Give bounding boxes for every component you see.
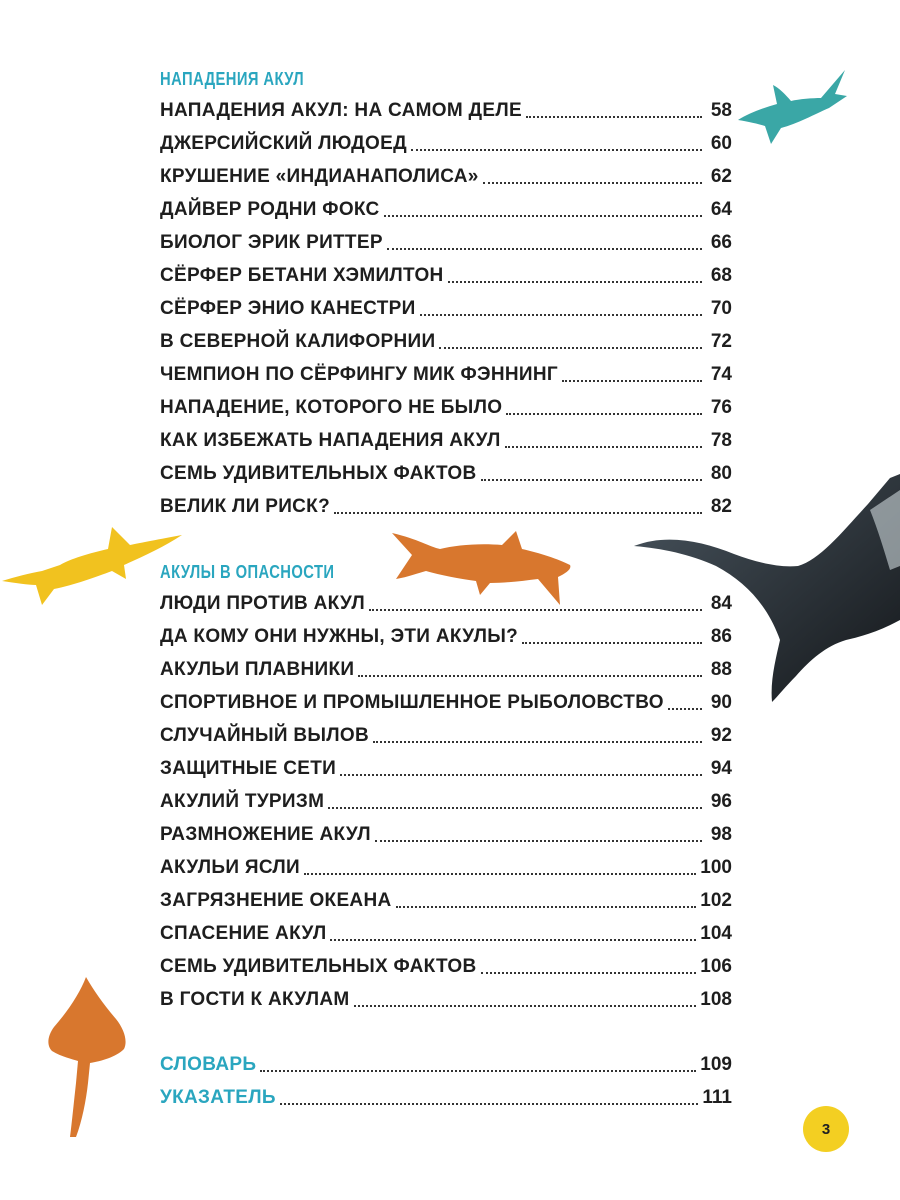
toc-entry: [160, 193, 732, 226]
dot-leader: [526, 116, 702, 118]
entry-title: СЛОВАРЬ: [160, 1054, 257, 1075]
entry-title: СЕМЬ УДИВИТЕЛЬНЫХ ФАКТОВ: [160, 956, 477, 977]
entry-title: АКУЛЬИ ПЛАВНИКИ: [160, 659, 355, 680]
dot-leader: [505, 446, 702, 448]
stingray-icon: [40, 975, 130, 1140]
toc-entry: [160, 917, 732, 950]
entry-title: ДАЙВЕР РОДНИ ФОКС: [160, 199, 380, 220]
page-number-badge: 3: [803, 1106, 849, 1152]
dot-leader: [481, 972, 697, 974]
toc-entry: [160, 358, 732, 391]
toc-entry: [160, 818, 732, 851]
entry-title: СПАСЕНИЕ АКУЛ: [160, 923, 327, 944]
entry-page: 70: [710, 298, 732, 319]
dot-leader: [280, 1103, 699, 1105]
entry-title: СЁРФЕР БЕТАНИ ХЭМИЛТОН: [160, 265, 444, 286]
section-gap: [160, 523, 732, 557]
entry-page: 90: [710, 692, 732, 713]
toc-entry: [160, 127, 732, 160]
dot-leader: [373, 741, 702, 743]
entry-page: 76: [710, 397, 732, 418]
toc-entry: [160, 587, 732, 620]
dot-leader: [668, 708, 702, 710]
entry-title: ЗАЩИТНЫЕ СЕТИ: [160, 758, 337, 779]
entry-page: 74: [710, 364, 732, 385]
dot-leader: [522, 642, 702, 644]
entry-title: В ГОСТИ К АКУЛАМ: [160, 989, 350, 1010]
entry-page: 94: [710, 758, 732, 779]
section-title: АКУЛЫ В ОПАСНОСТИ: [160, 562, 335, 582]
entry-page: 96: [710, 791, 732, 812]
section-entries: [160, 94, 732, 523]
toc-entry: [160, 785, 732, 818]
dot-leader: [328, 807, 702, 809]
entry-page: 80: [710, 463, 732, 484]
entry-page: 111: [702, 1087, 732, 1108]
dot-leader: [384, 215, 702, 217]
toc-entry: [160, 490, 732, 523]
entry-title: ЗАГРЯЗНЕНИЕ ОКЕАНА: [160, 890, 392, 911]
entry-title: СЛУЧАЙНЫЙ ВЫЛОВ: [160, 725, 370, 746]
dot-leader: [439, 347, 702, 349]
dot-leader: [396, 906, 697, 908]
dot-leader: [448, 281, 702, 283]
dot-leader: [481, 479, 703, 481]
toc-entry: [160, 226, 732, 259]
entry-page: 82: [710, 496, 732, 517]
entry-page: 84: [710, 593, 732, 614]
entry-page: 92: [710, 725, 732, 746]
toc-entry: [160, 983, 732, 1016]
entry-title: В СЕВЕРНОЙ КАЛИФОРНИИ: [160, 331, 436, 352]
section-title: НАПАДЕНИЯ АКУЛ: [160, 69, 305, 89]
toc-entry: [160, 259, 732, 292]
toc-entry: [160, 620, 732, 653]
entry-title: РАЗМНОЖЕНИЕ АКУЛ: [160, 824, 371, 845]
dot-leader: [358, 675, 702, 677]
toc-entry: [160, 851, 732, 884]
entry-title: ДЖЕРСИЙСКИЙ ЛЮДОЕД: [160, 133, 407, 154]
toc-entry: [160, 325, 732, 358]
entry-title: СПОРТИВНОЕ И ПРОМЫШЛЕННОЕ РЫБОЛОВСТВО: [160, 692, 664, 713]
section-entries: [160, 587, 732, 1016]
entry-title: АКУЛИЙ ТУРИЗМ: [160, 791, 325, 812]
dot-leader: [411, 149, 702, 151]
entry-title: ЛЮДИ ПРОТИВ АКУЛ: [160, 593, 366, 614]
entry-page: 108: [700, 989, 732, 1010]
dot-leader: [375, 840, 702, 842]
toc-entry: [160, 653, 732, 686]
entry-page: 98: [710, 824, 732, 845]
dot-leader: [387, 248, 702, 250]
entry-title: НАПАДЕНИЕ, КОТОРОГО НЕ БЫЛО: [160, 397, 503, 418]
dot-leader: [506, 413, 702, 415]
yellow-shark-icon: [0, 525, 185, 610]
entry-page: 86: [710, 626, 732, 647]
entry-page: 104: [700, 923, 732, 944]
toc-entry: [160, 160, 732, 193]
toc-entry: [160, 719, 732, 752]
entry-title: НАПАДЕНИЯ АКУЛ: НА САМОМ ДЕЛЕ: [160, 100, 522, 121]
entry-title: КРУШЕНИЕ «ИНДИАНАПОЛИСА»: [160, 166, 479, 187]
entry-page: 78: [710, 430, 732, 451]
entry-page: 106: [700, 956, 732, 977]
back-matter: [160, 1048, 732, 1114]
entry-page: 100: [700, 857, 732, 878]
toc-entry: [160, 752, 732, 785]
entry-title: ДА КОМУ ОНИ НУЖНЫ, ЭТИ АКУЛЫ?: [160, 626, 519, 647]
entry-title: ЧЕМПИОН ПО СЁРФИНГУ МИК ФЭННИНГ: [160, 364, 558, 385]
entry-page: 60: [710, 133, 732, 154]
toc-entry: [160, 292, 732, 325]
dot-leader: [340, 774, 702, 776]
table-of-contents: [160, 64, 732, 1114]
toc-entry: [160, 391, 732, 424]
toc-entry: [160, 457, 732, 490]
toc-entry: [160, 950, 732, 983]
toc-entry-index: [160, 1081, 732, 1114]
toc-entry: [160, 884, 732, 917]
entry-title: УКАЗАТЕЛЬ: [160, 1087, 276, 1108]
teal-shark-icon: [735, 68, 850, 148]
toc-entry-glossary: [160, 1048, 732, 1081]
dot-leader: [562, 380, 702, 382]
toc-entry: [160, 424, 732, 457]
dot-leader: [330, 939, 696, 941]
entry-title: КАК ИЗБЕЖАТЬ НАПАДЕНИЯ АКУЛ: [160, 430, 501, 451]
entry-title: СЕМЬ УДИВИТЕЛЬНЫХ ФАКТОВ: [160, 463, 477, 484]
entry-page: 58: [710, 100, 732, 121]
section-gap: [160, 1016, 732, 1048]
entry-title: ВЕЛИК ЛИ РИСК?: [160, 496, 330, 517]
entry-title: БИОЛОГ ЭРИК РИТТЕР: [160, 232, 383, 253]
entry-page: 68: [710, 265, 732, 286]
dot-leader: [420, 314, 702, 316]
dot-leader: [334, 512, 702, 514]
dot-leader: [260, 1070, 696, 1072]
entry-page: 64: [710, 199, 732, 220]
entry-page: 66: [710, 232, 732, 253]
toc-entry: [160, 686, 732, 719]
dot-leader: [369, 609, 702, 611]
entry-title: АКУЛЬИ ЯСЛИ: [160, 857, 301, 878]
entry-page: 88: [710, 659, 732, 680]
entry-page: 72: [710, 331, 732, 352]
entry-page: 109: [700, 1054, 732, 1075]
entry-page: 102: [700, 890, 732, 911]
dot-leader: [304, 873, 696, 875]
entry-page: 62: [710, 166, 732, 187]
dot-leader: [354, 1005, 697, 1007]
entry-title: СЁРФЕР ЭНИО КАНЕСТРИ: [160, 298, 416, 319]
dot-leader: [483, 182, 702, 184]
toc-entry: [160, 94, 732, 127]
